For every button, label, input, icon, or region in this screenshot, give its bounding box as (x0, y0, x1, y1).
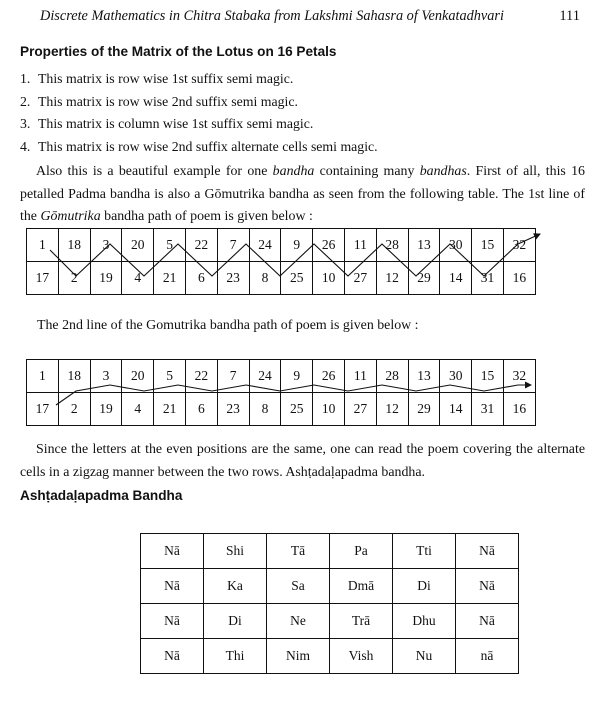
text-run: bandha path of poem is given below : (100, 209, 313, 224)
table-cell: 11 (344, 229, 376, 262)
table-cell: 28 (376, 360, 408, 393)
table-cell: 7 (217, 360, 249, 393)
table-cell: 29 (408, 262, 440, 295)
table-cell: 21 (154, 262, 186, 295)
table-cell: 30 (440, 360, 472, 393)
table-cell: 25 (281, 393, 313, 426)
syllable-cell: Di (204, 604, 267, 639)
table-cell: 27 (344, 262, 376, 295)
table-cell: 6 (185, 393, 217, 426)
table-row (141, 604, 519, 639)
table-row (27, 262, 536, 295)
syllable-cell: Nā (456, 534, 519, 569)
table-cell: 13 (408, 229, 440, 262)
syllable-cell: Di (393, 569, 456, 604)
table-cell: 22 (185, 360, 217, 393)
table-cell: 19 (90, 393, 122, 426)
paragraph-line (20, 206, 585, 229)
syllable-cell: Sa (267, 569, 330, 604)
table-cell: 12 (376, 262, 408, 295)
table-cell: 14 (440, 393, 472, 426)
table-cell: 8 (249, 262, 281, 295)
table-row (27, 360, 536, 393)
table-row (27, 393, 536, 426)
table-cell: 27 (344, 393, 376, 426)
table-cell: 9 (281, 229, 313, 262)
text-run: Also this is a beautiful example for one (36, 164, 273, 179)
table-cell: 16 (503, 393, 535, 426)
section-title-properties: Properties of the Matrix of the Lotus on 16 Petals (20, 44, 337, 59)
syllable-cell: Thi (204, 639, 267, 674)
paragraph-line (20, 161, 585, 184)
syllable-cell: Pa (330, 534, 393, 569)
table-cell: 23 (217, 262, 249, 295)
syllable-cell: Ka (204, 569, 267, 604)
italic-term: bandha (272, 164, 315, 179)
syllable-cell: Tti (393, 534, 456, 569)
syllable-cell: Nā (456, 569, 519, 604)
table-cell: 29 (408, 393, 440, 426)
table-cell: 4 (122, 262, 154, 295)
paragraph-line: cells in a zigzag manner between the two rows. Ashṭadaḷapadma bandha. (20, 464, 425, 480)
table-cell: 2 (58, 393, 90, 426)
syllable-table (140, 533, 519, 674)
syllable-cell: Trā (330, 604, 393, 639)
table-cell: 31 (472, 393, 504, 426)
table-cell: 10 (313, 393, 345, 426)
table-cell: 14 (440, 262, 472, 295)
syllable-cell: Dmā (330, 569, 393, 604)
table-cell: 18 (58, 360, 90, 393)
italic-term: Gōmutrika (40, 209, 101, 224)
list-number: 4. (20, 138, 31, 154)
properties-list (20, 71, 378, 161)
table-cell: 26 (313, 229, 345, 262)
gomutrika-table-2 (26, 359, 536, 426)
table-cell: 3 (90, 229, 122, 262)
table-cell: 25 (281, 262, 313, 295)
table-cell: 24 (249, 360, 281, 393)
list-text: This matrix is row wise 1st suffix semi magic. (38, 71, 294, 86)
table-cell: 12 (376, 393, 408, 426)
table-row (27, 229, 536, 262)
text-run: the (20, 209, 41, 224)
italic-term: bandhas (419, 164, 467, 179)
syllable-cell: Nā (141, 534, 204, 569)
table-cell: 10 (313, 262, 345, 295)
list-item (20, 116, 378, 139)
table-cell: 32 (503, 360, 535, 393)
table-cell: 5 (154, 229, 186, 262)
running-title: Discrete Mathematics in Chitra Stabaka from Lakshmi Sahasra of Venkatadhvari (40, 8, 504, 24)
table-cell: 4 (122, 393, 154, 426)
table-cell: 8 (249, 393, 281, 426)
syllable-cell: nā (456, 639, 519, 674)
table-cell: 16 (503, 262, 535, 295)
table-cell: 15 (472, 360, 504, 393)
paragraph-zigzag (20, 439, 585, 484)
syllable-cell: Dhu (393, 604, 456, 639)
gomutrika-table-1 (26, 228, 536, 295)
syllable-cell: Vish (330, 639, 393, 674)
list-item (20, 94, 378, 117)
table-cell: 32 (503, 229, 535, 262)
table-cell: 20 (122, 360, 154, 393)
syllable-cell: Nā (141, 639, 204, 674)
list-text: This matrix is row wise 2nd suffix semi magic. (38, 93, 298, 109)
table-cell: 31 (472, 262, 504, 295)
table-cell: 11 (344, 360, 376, 393)
table-cell: 20 (122, 229, 154, 262)
table-cell: 23 (217, 393, 249, 426)
table-cell: 1 (27, 360, 59, 393)
table-cell: 13 (408, 360, 440, 393)
table-cell: 15 (472, 229, 504, 262)
syllable-cell: Nim (267, 639, 330, 674)
table-row (141, 639, 519, 674)
syllable-cell: Nā (141, 604, 204, 639)
running-header (40, 8, 580, 30)
list-text: This matrix is row wise 2nd suffix alternate cells semi magic. (38, 138, 378, 154)
caption-table-2: The 2nd line of the Gomutrika bandha path of poem is given below : (37, 318, 419, 333)
section-title-ashtadalapadma: Ashṭadaḷapadma Bandha (20, 488, 183, 503)
table-cell: 7 (217, 229, 249, 262)
table-cell: 9 (281, 360, 313, 393)
page-number: 111 (559, 8, 580, 24)
syllable-cell: Nu (393, 639, 456, 674)
syllable-cell: Tā (267, 534, 330, 569)
table-cell: 3 (90, 360, 122, 393)
table-cell: 18 (58, 229, 90, 262)
list-number: 3. (20, 116, 31, 131)
list-text: This matrix is column wise 1st suffix semi magic. (38, 116, 314, 131)
table-cell: 26 (313, 360, 345, 393)
table-cell: 30 (440, 229, 472, 262)
table-cell: 22 (185, 229, 217, 262)
paragraph-line: Since the letters at the even positions are the same, one can read the poem covering the alternate (36, 442, 585, 457)
table-row (141, 534, 519, 569)
syllable-cell: Nā (141, 569, 204, 604)
table-row (141, 569, 519, 604)
table-cell: 6 (185, 262, 217, 295)
syllable-cell: Ne (267, 604, 330, 639)
table-cell: 5 (154, 360, 186, 393)
paragraph-intro (20, 161, 585, 229)
table-cell: 17 (27, 393, 59, 426)
table-cell: 28 (376, 229, 408, 262)
syllable-cell: Nā (456, 604, 519, 639)
table-cell: 21 (154, 393, 186, 426)
table-cell: 1 (27, 229, 59, 262)
paragraph-line: petalled Padma bandha is also a Gōmutrika bandha as seen from the following table. The 1st line of (20, 186, 585, 202)
syllable-cell: Shi (204, 534, 267, 569)
table-cell: 19 (90, 262, 122, 295)
text-run: . First of all, this 16 (466, 164, 586, 179)
list-number: 2. (20, 93, 31, 109)
list-number: 1. (20, 71, 31, 86)
text-run: containing many (314, 164, 420, 179)
table-cell: 2 (58, 262, 90, 295)
list-item (20, 71, 378, 94)
list-item (20, 139, 378, 162)
table-cell: 17 (27, 262, 59, 295)
table-cell: 24 (249, 229, 281, 262)
